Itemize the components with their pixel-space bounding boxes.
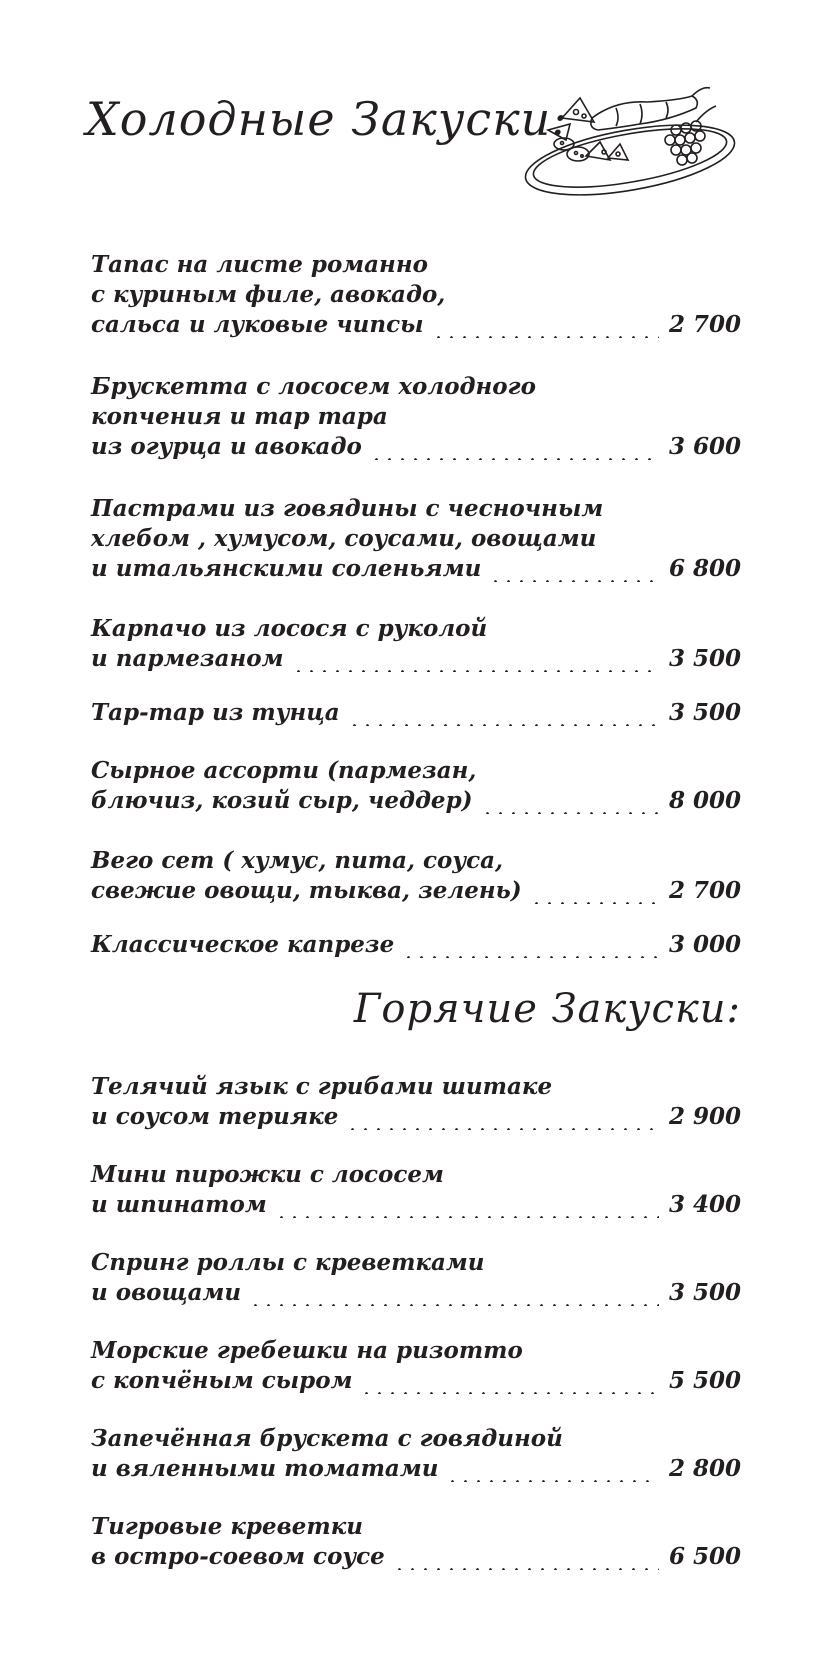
menu-item-price: 3 500 bbox=[668, 1279, 741, 1306]
menu-item bbox=[91, 930, 741, 960]
menu-item-name: Запечённая брускета с говядиной и вяленными томатами bbox=[91, 1425, 563, 1482]
menu-item bbox=[91, 1160, 741, 1220]
dot-leader bbox=[370, 458, 659, 460]
dot-leader bbox=[348, 724, 659, 726]
menu-item bbox=[91, 494, 741, 584]
dot-leader bbox=[360, 1392, 659, 1394]
menu-item-price: 2 900 bbox=[668, 1103, 741, 1130]
menu-item-name: Мини пирожки с лососем и шпинатом bbox=[91, 1161, 444, 1218]
dot-leader bbox=[275, 1216, 659, 1218]
cold-appetizers-title: Холодные Закуски: bbox=[86, 92, 568, 146]
menu-item-price: 8 000 bbox=[668, 787, 741, 814]
menu-item bbox=[91, 756, 741, 816]
menu-item-price: 6 800 bbox=[668, 555, 741, 582]
menu-item bbox=[91, 250, 741, 340]
menu-item bbox=[91, 1424, 741, 1484]
menu-item-name: Классическое капрезе bbox=[91, 931, 395, 958]
menu-item-name: Тигровые креветки в остро-соевом соусе bbox=[91, 1513, 385, 1570]
dot-leader bbox=[346, 1128, 659, 1130]
menu-item-price: 3 000 bbox=[668, 931, 741, 958]
hot-appetizers-list bbox=[91, 1072, 741, 1572]
menu-item-price: 2 800 bbox=[668, 1455, 741, 1482]
dot-leader bbox=[402, 956, 659, 958]
menu-item-name: Морские гребешки на ризотто с копчёным сыром bbox=[91, 1337, 523, 1394]
menu-item-price: 6 500 bbox=[668, 1543, 741, 1570]
menu-item bbox=[91, 1512, 741, 1572]
menu-item-price: 3 600 bbox=[668, 433, 741, 460]
menu-item-price: 3 500 bbox=[668, 699, 741, 726]
dot-leader bbox=[489, 580, 659, 582]
dot-leader bbox=[292, 670, 660, 672]
menu-item bbox=[91, 698, 741, 728]
menu-item bbox=[91, 1336, 741, 1396]
menu-item bbox=[91, 1072, 741, 1132]
dot-leader bbox=[393, 1568, 659, 1570]
menu-item bbox=[91, 846, 741, 906]
menu-item-name: Тапас на листе романно с куриным филе, авокадо, сальса и луковые чипсы bbox=[91, 251, 446, 338]
menu-item-price: 3 500 bbox=[668, 645, 741, 672]
menu-item bbox=[91, 372, 741, 462]
menu-item-name: Вего сет ( хумус, пита, соуса, свежие овощи, тыква, зелень) bbox=[91, 847, 522, 904]
menu-item-name: Брускетта с лососем холодного копчения и тар тара из огурца и авокадо bbox=[91, 373, 536, 460]
menu-item-price: 2 700 bbox=[668, 877, 741, 904]
dot-leader bbox=[432, 336, 659, 338]
menu-item-name: Телячий язык с грибами шитаке и соусом терияке bbox=[91, 1073, 553, 1130]
dot-leader bbox=[249, 1304, 659, 1306]
dot-leader bbox=[481, 812, 659, 814]
menu-item-name: Спринг роллы с креветками и овощами bbox=[91, 1249, 485, 1306]
menu-item-name: Пастрами из говядины с чесночным хлебом , хумусом, соусами, овощами и итальянскими соленьями bbox=[91, 495, 604, 582]
menu-item bbox=[91, 614, 741, 674]
menu-item-name: Сырное ассорти (пармезан, блючиз, козий сыр, чеддер) bbox=[91, 757, 477, 814]
dot-leader bbox=[530, 902, 659, 904]
food-platter-icon bbox=[520, 78, 752, 204]
menu-item-name: Тар-тар из тунца bbox=[91, 699, 340, 726]
menu-item-price: 2 700 bbox=[668, 311, 741, 338]
menu-item-price: 3 400 bbox=[668, 1191, 741, 1218]
menu-item-name: Карпачо из лосося с руколой и пармезаном bbox=[91, 615, 488, 672]
hot-appetizers-title: Горячие Закуски: bbox=[353, 986, 741, 1032]
dot-leader bbox=[446, 1480, 659, 1482]
menu-item-price: 5 500 bbox=[668, 1367, 741, 1394]
menu-item bbox=[91, 1248, 741, 1308]
cold-appetizers-list bbox=[91, 250, 741, 960]
